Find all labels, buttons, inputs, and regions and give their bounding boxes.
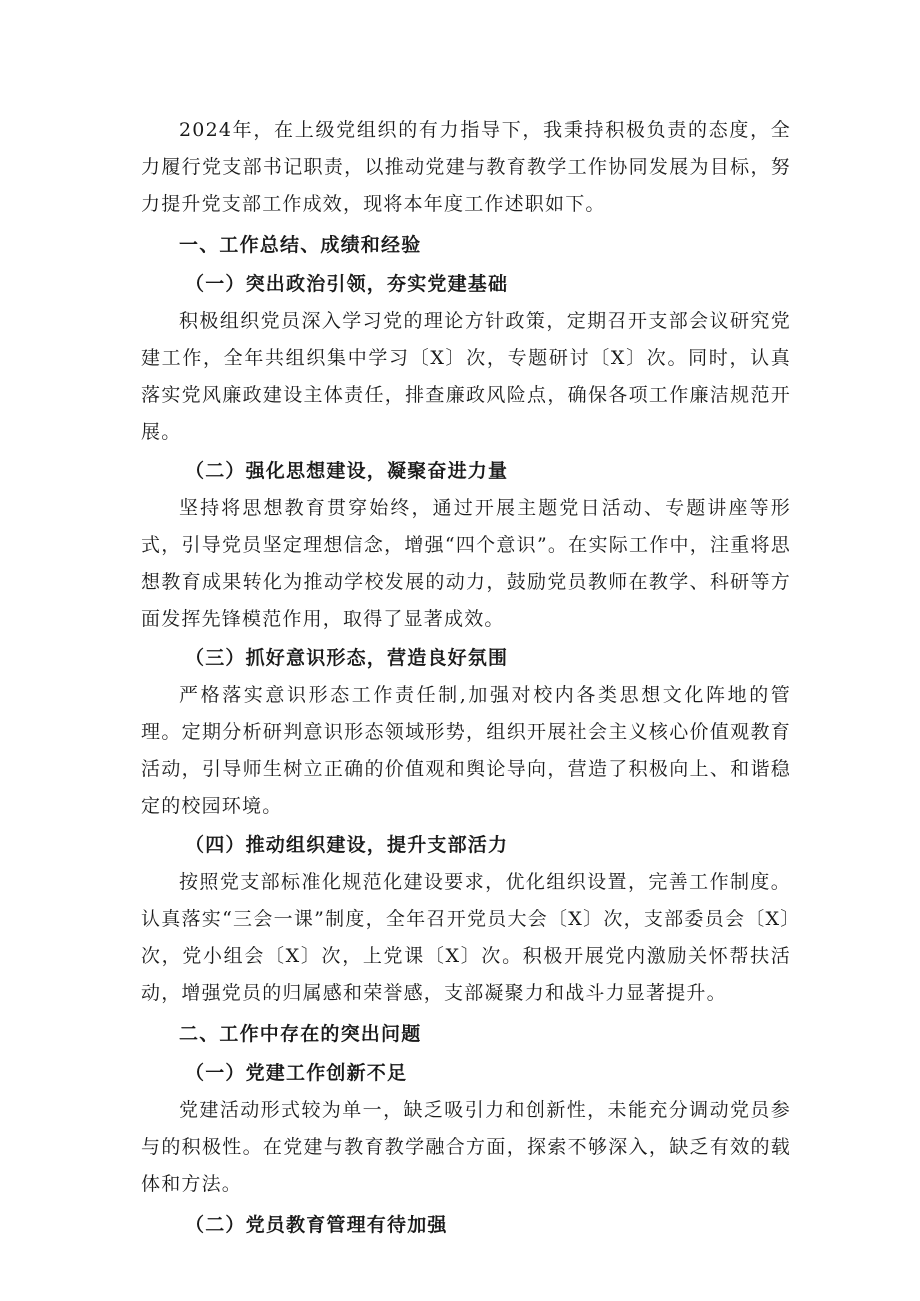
section-2-2-heading: （二）党员教育管理有待加强 (185, 1214, 448, 1236)
section-1-1-heading: （一）突出政治引领，夯实党建基础 (185, 273, 509, 295)
section-1-2-heading: （二）强化思想建设，凝聚奋进力量 (185, 460, 509, 482)
document-body (141, 112, 791, 1244)
section-2-1-body: 党建活动形式较为单一，缺乏吸引力和创新性，未能充分调动党员参与的积极性。在党建与教育教学融合方面，探索不够深入，缺乏有效的载体和方法。 (141, 1099, 791, 1195)
section-1-4-heading: （四）推动组织建设，提升支部活力 (185, 834, 509, 856)
section-1-1-body: 积极组织党员深入学习党的理论方针政策，定期召开支部会议研究党建工作，全年共组织集中学习〔X〕次，专题研讨〔X〕次。同时，认真落实党风廉政建设主体责任，排查廉政风险点，确保各项工作廉洁规范开展。 (141, 310, 791, 443)
section-2-1-heading: （一）党建工作创新不足 (185, 1062, 408, 1084)
intro-paragraph: 2024年，在上级党组织的有力指导下，我秉持积极负责的态度，全力履行党支部书记职责，以推动党建与教育教学工作协同发展为目标，努力提升党支部工作成效，现将本年度工作述职如下。 (141, 119, 791, 215)
section-2-heading: 二、工作中存在的突出问题 (179, 1023, 422, 1045)
section-1-4-body: 按照党支部标准化规范化建设要求，优化组织设置，完善工作制度。认真落实“三会一课”制度，全年召开党员大会〔X〕次，支部委员会〔X〕次，党小组会〔X〕次，上党课〔X〕次。积极开展党内激励关怀帮扶活动，增强党员的归属感和荣誉感，支部凝聚力和战斗力显著提升。 (141, 871, 791, 1004)
section-1-heading: 一、工作总结、成绩和经验 (179, 234, 422, 256)
section-1-3-heading: （三）抓好意识形态，营造良好氛围 (185, 647, 509, 669)
section-1-2-body: 坚持将思想教育贯穿始终，通过开展主题党日活动、专题讲座等形式，引导党员坚定理想信念，增强“四个意识”。在实际工作中，注重将思想教育成果转化为推动学校发展的动力，鼓励党员教师在教学、科研等方面发挥先锋模范作用，取得了显著成效。 (141, 497, 791, 630)
section-1-3-body: 严格落实意识形态工作责任制,加强对校内各类思想文化阵地的管理。定期分析研判意识形态领域形势，组织开展社会主义核心价值观教育活动，引导师生树立正确的价值观和舆论导向，营造了积极向上、和谐稳定的校园环境。 (141, 684, 791, 817)
